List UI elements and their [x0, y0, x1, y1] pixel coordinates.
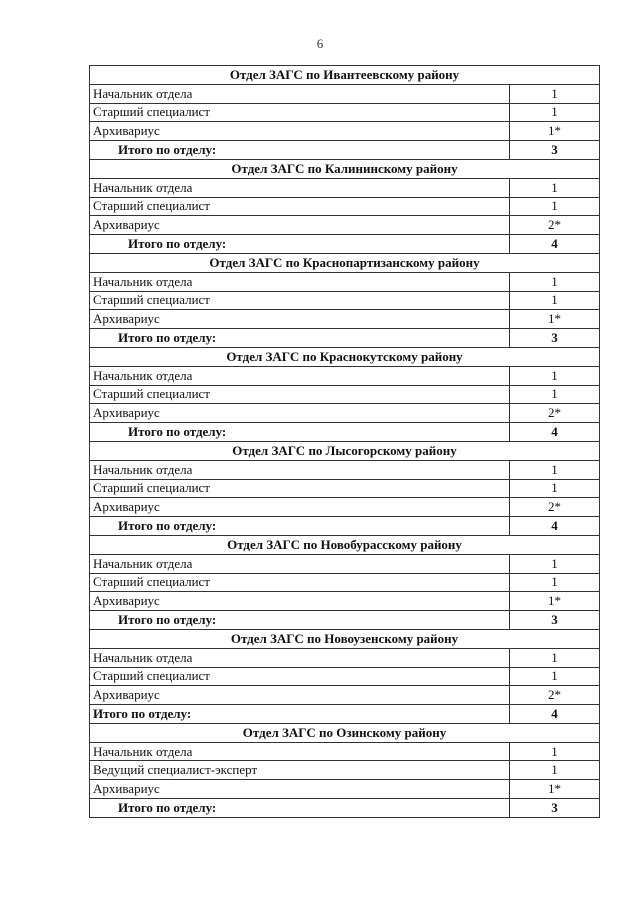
position-name: Старший специалист [90, 103, 510, 122]
position-count: 1 [510, 648, 600, 667]
position-name: Архивариус [90, 404, 510, 423]
department-header-row [90, 723, 600, 742]
department-header-row [90, 66, 600, 85]
position-name: Архивариус [90, 216, 510, 235]
table-row [90, 404, 600, 423]
position-name: Архивариус [90, 780, 510, 799]
table-row [90, 761, 600, 780]
department-title: Отдел ЗАГС по Краснопартизанскому району [90, 253, 600, 272]
total-count: 4 [510, 705, 600, 724]
position-name: Начальник отдела [90, 178, 510, 197]
page-number: 6 [316, 36, 324, 51]
table-row [90, 366, 600, 385]
position-name: Архивариус [90, 592, 510, 611]
table-row [90, 667, 600, 686]
position-count: 1 [510, 479, 600, 498]
table-row [90, 479, 600, 498]
position-count: 1 [510, 573, 600, 592]
position-count: 1 [510, 366, 600, 385]
position-name: Старший специалист [90, 291, 510, 310]
department-title: Отдел ЗАГС по Калининскому району [90, 159, 600, 178]
position-count: 1* [510, 592, 600, 611]
total-label: Итого по отделу: [90, 329, 510, 348]
position-name: Начальник отдела [90, 272, 510, 291]
table-row [90, 573, 600, 592]
position-name: Архивариус [90, 686, 510, 705]
table-row [90, 498, 600, 517]
total-count: 3 [510, 141, 600, 160]
table-row [90, 686, 600, 705]
position-name: Старший специалист [90, 573, 510, 592]
position-count: 1 [510, 291, 600, 310]
table-row [90, 592, 600, 611]
position-name: Начальник отдела [90, 742, 510, 761]
table-row [90, 554, 600, 573]
total-count: 4 [510, 423, 600, 442]
department-header-row [90, 253, 600, 272]
position-name: Архивариус [90, 310, 510, 329]
position-name: Начальник отдела [90, 648, 510, 667]
table-row [90, 780, 600, 799]
department-title: Отдел ЗАГС по Краснокутскому району [90, 347, 600, 366]
position-count: 1 [510, 667, 600, 686]
total-label: Итого по отделу: [90, 799, 510, 818]
position-name: Ведущий специалист-эксперт [90, 761, 510, 780]
position-count: 1 [510, 84, 600, 103]
department-title: Отдел ЗАГС по Ивантеевскому району [90, 66, 600, 85]
total-label: Итого по отделу: [90, 235, 510, 254]
position-name: Старший специалист [90, 385, 510, 404]
table-row [90, 216, 600, 235]
position-name: Начальник отдела [90, 554, 510, 573]
position-count: 2* [510, 404, 600, 423]
position-count: 1 [510, 554, 600, 573]
total-count: 4 [510, 235, 600, 254]
total-label: Итого по отделу: [90, 141, 510, 160]
table-row [90, 291, 600, 310]
department-header-row [90, 347, 600, 366]
table-row [90, 385, 600, 404]
position-count: 1 [510, 385, 600, 404]
position-count: 2* [510, 686, 600, 705]
total-row [90, 799, 600, 818]
total-row [90, 141, 600, 160]
position-count: 1* [510, 310, 600, 329]
position-count: 1 [510, 460, 600, 479]
total-row [90, 235, 600, 254]
table-row [90, 272, 600, 291]
table-row [90, 742, 600, 761]
position-count: 1 [510, 197, 600, 216]
table-row [90, 648, 600, 667]
table-row [90, 197, 600, 216]
position-count: 2* [510, 216, 600, 235]
total-label: Итого по отделу: [90, 517, 510, 536]
total-count: 3 [510, 799, 600, 818]
position-count: 1 [510, 272, 600, 291]
position-name: Архивариус [90, 498, 510, 517]
table-row [90, 460, 600, 479]
position-name: Начальник отдела [90, 460, 510, 479]
position-count: 1 [510, 742, 600, 761]
department-header-row [90, 535, 600, 554]
table-row [90, 84, 600, 103]
table-row [90, 103, 600, 122]
position-name: Старший специалист [90, 479, 510, 498]
position-name: Начальник отдела [90, 84, 510, 103]
staffing-table [89, 65, 600, 818]
position-name: Старший специалист [90, 667, 510, 686]
position-count: 1 [510, 761, 600, 780]
total-label: Итого по отделу: [90, 423, 510, 442]
position-count: 1 [510, 103, 600, 122]
total-count: 3 [510, 329, 600, 348]
total-row [90, 611, 600, 630]
total-label: Итого по отделу: [90, 611, 510, 630]
total-row [90, 329, 600, 348]
position-count: 2* [510, 498, 600, 517]
department-header-row [90, 629, 600, 648]
total-row [90, 517, 600, 536]
position-count: 1 [510, 178, 600, 197]
table-row [90, 122, 600, 141]
department-title: Отдел ЗАГС по Новоузенскому району [90, 629, 600, 648]
position-name: Начальник отдела [90, 366, 510, 385]
table-row [90, 178, 600, 197]
department-title: Отдел ЗАГС по Лысогорскому району [90, 441, 600, 460]
position-count: 1* [510, 780, 600, 799]
total-row [90, 423, 600, 442]
department-header-row [90, 441, 600, 460]
position-count: 1* [510, 122, 600, 141]
department-header-row [90, 159, 600, 178]
table-row [90, 310, 600, 329]
total-row [90, 705, 600, 724]
position-name: Архивариус [90, 122, 510, 141]
total-count: 3 [510, 611, 600, 630]
total-count: 4 [510, 517, 600, 536]
total-label: Итого по отделу: [90, 705, 510, 724]
department-title: Отдел ЗАГС по Новобурасскому району [90, 535, 600, 554]
department-title: Отдел ЗАГС по Озинскому району [90, 723, 600, 742]
position-name: Старший специалист [90, 197, 510, 216]
